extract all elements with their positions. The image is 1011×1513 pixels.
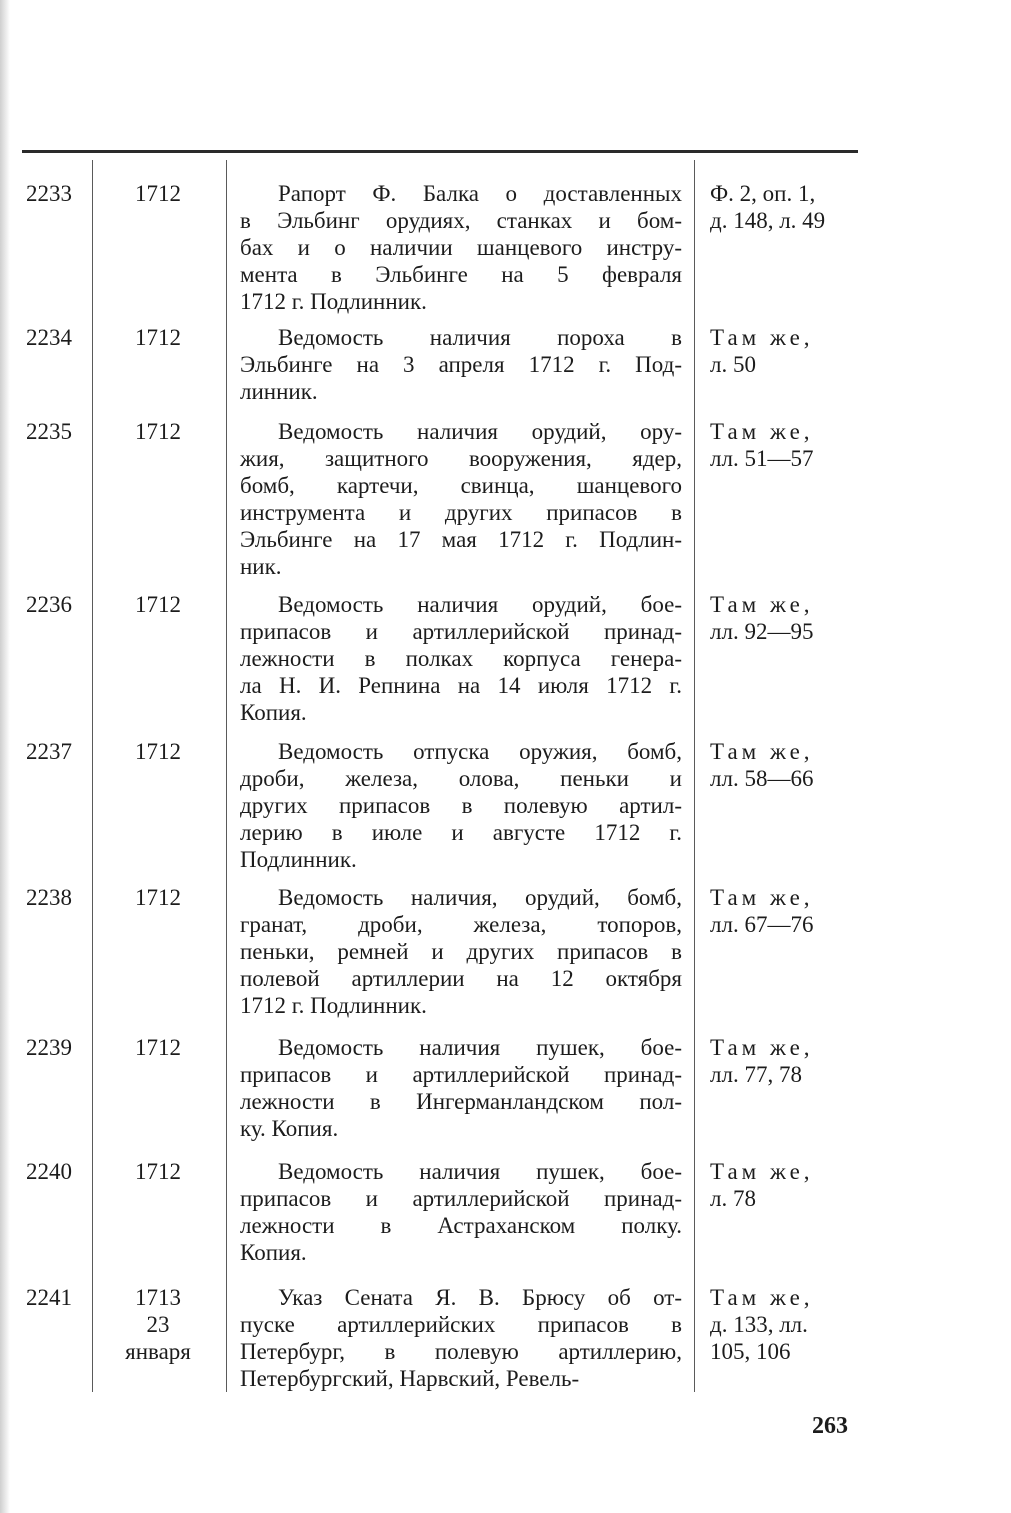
entry-date-line: 1712: [135, 1159, 181, 1184]
entry-description-line: ник.: [240, 554, 282, 579]
entry-description-line: Петербургский, Нарвский, Ревель-: [240, 1366, 580, 1391]
entry-description-line: Ведомость наличия, орудий, бомб,: [278, 885, 682, 910]
entry-description-line: Эльбинге на 3 апреля 1712 г. Под-: [240, 352, 682, 377]
entry-number: 2238: [26, 885, 72, 910]
entry-reference: [710, 884, 860, 938]
entry-description-line: Ведомость наличия орудий, бое-: [278, 592, 682, 617]
entry-date: [108, 1158, 208, 1185]
table-top-rule: [22, 150, 858, 153]
entry-description-line: 1712 г. Подлинник.: [240, 289, 427, 314]
entry-date: [108, 591, 208, 618]
entry-description-line: Подлинник.: [240, 847, 357, 872]
entry-date: [108, 1034, 208, 1061]
entry-description-line: ку. Копия.: [240, 1116, 339, 1141]
entry-date-line: 1712: [135, 885, 181, 910]
entry-reference-line: Там же,: [710, 1285, 814, 1310]
entry-description-line: полевой артиллерии на 12 октября: [240, 966, 682, 991]
entry-description-line: припасов и артиллерийской принад-: [240, 1186, 682, 1211]
entry-description-line: Ведомость отпуска оружия, бомб,: [278, 739, 682, 764]
entry-reference-line: Там же,: [710, 1159, 814, 1184]
entry-reference: [710, 324, 860, 378]
entry-description-line: Копия.: [240, 1240, 307, 1265]
entry-reference: [710, 1284, 860, 1365]
entry-description-line: Ведомость наличия орудий, ору-: [278, 419, 682, 444]
entry-description-line: Эльбинге на 17 мая 1712 г. Подлин-: [240, 527, 682, 552]
entry-description: [240, 591, 682, 726]
entry-reference-line: лл. 58—66: [710, 766, 814, 791]
entry-description-line: пеньки, ремней и других припасов в: [240, 939, 682, 964]
entry-description-line: лежности в полках корпуса генера-: [240, 646, 682, 671]
entry-reference-line: Там же,: [710, 739, 814, 764]
entry-description-line: лежности в Астраханском полку.: [240, 1213, 682, 1238]
entry-description: [240, 1034, 682, 1142]
entry-description-line: Ведомость наличия пороха в: [278, 325, 682, 350]
entry-date-line: 1713: [135, 1285, 181, 1310]
entry-date: [108, 324, 208, 351]
entry-reference-line: Там же,: [710, 885, 814, 910]
entry-reference-line: л. 50: [710, 352, 756, 377]
entry-date-line: января: [125, 1339, 191, 1364]
entry-description-line: в Эльбинг орудиях, станках и бом-: [240, 208, 682, 233]
entry-date: [108, 884, 208, 911]
entry-date-line: 1712: [135, 325, 181, 350]
entry-description-line: бах и о наличии шанцевого инстру-: [240, 235, 682, 260]
entry-reference-line: д. 148, л. 49: [710, 208, 826, 233]
entry-description-line: Рапорт Ф. Балка о доставленных: [278, 181, 682, 206]
entry-description-line: лерию в июле и августе 1712 г.: [240, 820, 682, 845]
entry-description-line: гранат, дроби, железа, топоров,: [240, 912, 682, 937]
page-number: 263: [812, 1413, 848, 1439]
column-divider-number: [92, 160, 93, 1392]
entry-description-line: припасов и артиллерийской принад-: [240, 619, 682, 644]
entry-date: [108, 180, 208, 207]
entry-reference-line: Ф. 2, оп. 1,: [710, 181, 816, 206]
entry-description-line: Копия.: [240, 700, 307, 725]
entry-number: 2237: [26, 739, 72, 764]
entry-reference: [710, 738, 860, 792]
entry-description: [240, 738, 682, 873]
entry-description: [240, 324, 682, 405]
entry-description-line: лежности в Ингерманландском пол-: [240, 1089, 682, 1114]
entry-date-line: 23: [146, 1312, 170, 1337]
entry-reference-line: 105, 106: [710, 1339, 791, 1364]
entry-description: [240, 1284, 682, 1392]
page-edge-shadow: [0, 0, 10, 1513]
entry-reference: [710, 418, 860, 472]
entry-description-line: инструмента и других припасов в: [240, 500, 682, 525]
entry-reference: [710, 1034, 860, 1088]
entry-description-line: пуске артиллерийских припасов в: [240, 1312, 682, 1337]
entry-description: [240, 1158, 682, 1266]
entry-reference-line: Там же,: [710, 325, 814, 350]
entry-date-line: 1712: [135, 419, 181, 444]
entry-reference-line: Там же,: [710, 1035, 814, 1060]
entry-number: 2241: [26, 1285, 72, 1310]
entry-reference-line: лл. 77, 78: [710, 1062, 802, 1087]
entry-number: 2236: [26, 592, 72, 617]
entry-number: 2233: [26, 181, 72, 206]
entry-reference-line: д. 133, лл.: [710, 1312, 808, 1337]
entry-date-line: 1712: [135, 592, 181, 617]
entry-number: 2234: [26, 325, 72, 350]
entry-description-line: ла Н. И. Репнина на 14 июля 1712 г.: [240, 673, 682, 698]
entry-number: 2235: [26, 419, 72, 444]
entry-reference-line: л. 78: [710, 1186, 756, 1211]
entry-description-line: припасов и артиллерийской принад-: [240, 1062, 682, 1087]
entry-description-line: жия, защитного вооружения, ядер,: [240, 446, 682, 471]
entry-number: 2240: [26, 1159, 72, 1184]
entry-description: [240, 418, 682, 580]
entry-date-line: 1712: [135, 181, 181, 206]
entry-description-line: дроби, железа, олова, пеньки и: [240, 766, 682, 791]
entry-date: [108, 738, 208, 765]
entry-reference: [710, 591, 860, 645]
entry-description-line: Ведомость наличия пушек, бое-: [278, 1159, 682, 1184]
entry-reference-line: лл. 51—57: [710, 446, 814, 471]
entry-description-line: других припасов в полевую артил-: [240, 793, 682, 818]
entry-description-line: бомб, картечи, свинца, шанцевого: [240, 473, 682, 498]
entry-date-line: 1712: [135, 1035, 181, 1060]
entry-description-line: Ведомость наличия пушек, бое-: [278, 1035, 682, 1060]
entry-description-line: линник.: [240, 379, 318, 404]
column-divider-date: [226, 160, 227, 1392]
entry-reference-line: лл. 92—95: [710, 619, 814, 644]
entry-number: 2239: [26, 1035, 72, 1060]
entry-date: [108, 1284, 208, 1365]
entry-description: [240, 180, 682, 315]
entry-reference: [710, 1158, 860, 1212]
entry-description-line: Петербург, в полевую артиллерию,: [240, 1339, 682, 1364]
column-divider-description: [694, 160, 695, 1392]
entry-reference-line: лл. 67—76: [710, 912, 814, 937]
entry-reference: [710, 180, 860, 234]
entry-description-line: Указ Сената Я. В. Брюсу об от-: [278, 1285, 682, 1310]
entry-description-line: 1712 г. Подлинник.: [240, 993, 427, 1018]
entry-reference-line: Там же,: [710, 592, 814, 617]
entry-description-line: мента в Эльбинге на 5 февраля: [240, 262, 682, 287]
entry-date: [108, 418, 208, 445]
entry-reference-line: Там же,: [710, 419, 814, 444]
entry-description: [240, 884, 682, 1019]
entry-date-line: 1712: [135, 739, 181, 764]
